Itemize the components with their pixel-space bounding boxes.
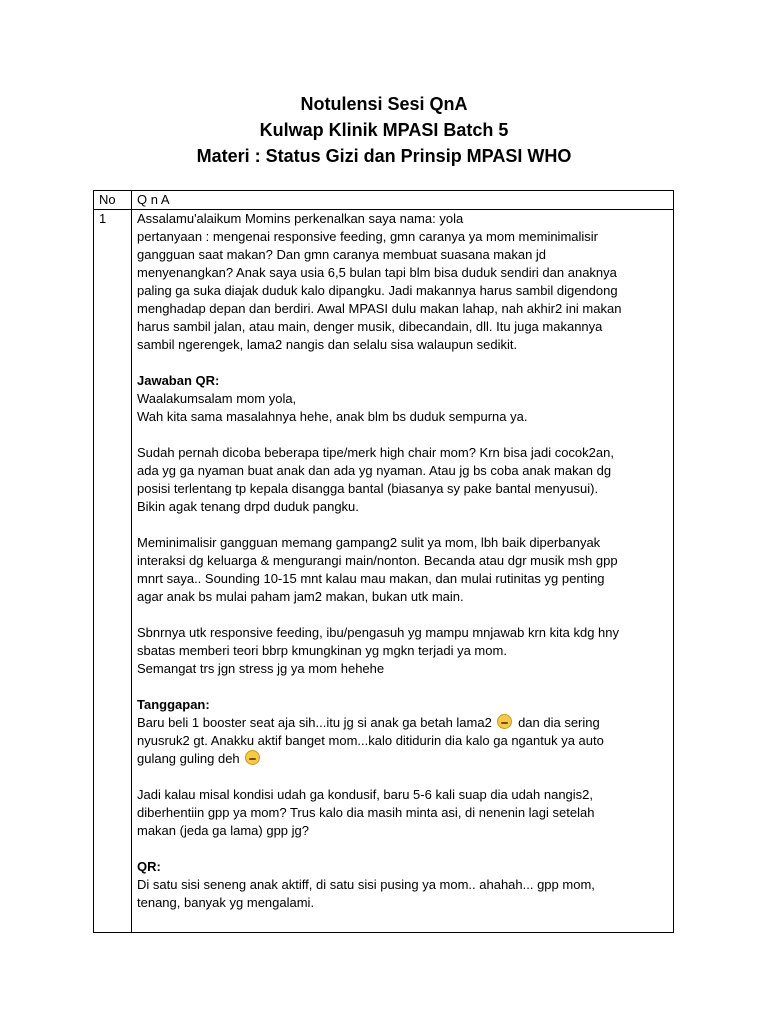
- document-topic: Materi : Status Gizi dan Prinsip MPASI WHO: [196, 146, 572, 166]
- answer-line: Waalakumsalam mom yola,: [137, 391, 297, 406]
- response-text: dan dia sering: [514, 715, 600, 730]
- grinning-sweat-face-icon: [245, 750, 260, 765]
- response-line: [137, 714, 668, 732]
- document-title: Notulensi Sesi QnA: [300, 94, 468, 114]
- response-line: Jadi kalau misal kondisi udah ga kondusif, baru 5-6 kali suap dia udah nangis2,: [137, 787, 594, 802]
- response-line: nyusruk2 gt. Anakku aktif banget mom...kalo ditidurin dia kalo ga ngantuk ya auto: [137, 733, 604, 748]
- answer-line: Sbnrnya utk responsive feeding, ibu/pengasuh yg mampu mnjawab krn kita kdg hny: [137, 625, 620, 640]
- question-line: Assalamu'alaikum Momins perkenalkan saya nama: yola: [137, 211, 464, 226]
- response-line: [137, 750, 668, 768]
- question-line: paling ga suka diajak duduk kalo dipangku. Jadi makannya harus sambil digendong: [137, 283, 618, 298]
- table-row: [94, 210, 674, 933]
- answer-line: mnrt saya.. Sounding 10-15 mnt kalau mau makan, dan mulai rutinitas yg penting: [137, 571, 605, 586]
- sweat-face-icon: [497, 714, 512, 729]
- question-line: sambil ngerengek, lama2 nangis dan selalu sisa walaupun sedikit.: [137, 337, 518, 352]
- response-text: gulang guling deh: [137, 751, 240, 766]
- answer-line: ada yg ga nyaman buat anak dan ada yg nyaman. Atau jg bs coba anak makan dg: [137, 463, 612, 478]
- question-line: gangguan saat makan? Dan gmn caranya membuat suasana makan jd: [137, 247, 547, 262]
- question-line: pertanyaan : mengenai responsive feeding, gmn caranya ya mom meminimalisir: [137, 229, 598, 244]
- answer-line: Wah kita sama masalahnya hehe, anak blm bs duduk sempurna ya.: [137, 409, 528, 424]
- question-line: menyenangkan? Anak saya usia 6,5 bulan tapi blm bisa duduk sendiri dan anaknya: [137, 265, 617, 280]
- answer-line: sbatas memberi teori bbrp kmungkinan yg mgkn terjadi ya mom.: [137, 643, 507, 658]
- document-subtitle: Kulwap Klinik MPASI Batch 5: [259, 120, 509, 140]
- answer-line: Meminimalisir gangguan memang gampang2 sulit ya mom, lbh baik diperbanyak: [137, 535, 601, 550]
- answer-line: Bikin agak tenang drpd duduk pangku.: [137, 499, 359, 514]
- answer-line: posisi terlentang tp kepala disangga bantal (biasanya sy pake bantal menyusui).: [137, 481, 599, 496]
- row-number: 1: [94, 210, 132, 933]
- response-label: Tanggapan:: [137, 697, 210, 712]
- column-header-no: No: [94, 191, 132, 210]
- qna-table: [93, 190, 674, 933]
- question-line: harus sambil jalan, atau main, denger musik, dibecandain, dll. Itu juga makannya: [137, 319, 603, 334]
- response-line: makan (jeda ga lama) gpp jg?: [137, 823, 309, 838]
- answer-line: Sudah pernah dicoba beberapa tipe/merk high chair mom? Krn bisa jadi cocok2an,: [137, 445, 614, 460]
- response-line: diberhentiin gpp ya mom? Trus kalo dia masih minta asi, di nenenin lagi setelah: [137, 805, 595, 820]
- qna-cell: [132, 210, 674, 933]
- answer-line: agar anak bs mulai paham jam2 makan, bukan utk main.: [137, 589, 464, 604]
- qr-label: QR:: [137, 859, 161, 874]
- qr-line: tenang, banyak yg mengalami.: [137, 895, 315, 910]
- qr-line: Di satu sisi seneng anak aktiff, di satu sisi pusing ya mom.. ahahah... gpp mom,: [137, 877, 595, 892]
- table-header-row: [94, 191, 674, 210]
- answer-line: Semangat trs jgn stress jg ya mom hehehe: [137, 661, 385, 676]
- answer-label: Jawaban QR:: [137, 373, 220, 388]
- answer-line: interaksi dg keluarga & mengurangi main/nonton. Becanda atau dgr musik msh gpp: [137, 553, 618, 568]
- question-line: menghadap depan dan berdiri. Awal MPASI dulu makan lahap, nah akhir2 ini makan: [137, 301, 622, 316]
- column-header-qna: Q n A: [132, 191, 674, 210]
- response-text: Baru beli 1 booster seat aja sih...itu jg si anak ga betah lama2: [137, 715, 492, 730]
